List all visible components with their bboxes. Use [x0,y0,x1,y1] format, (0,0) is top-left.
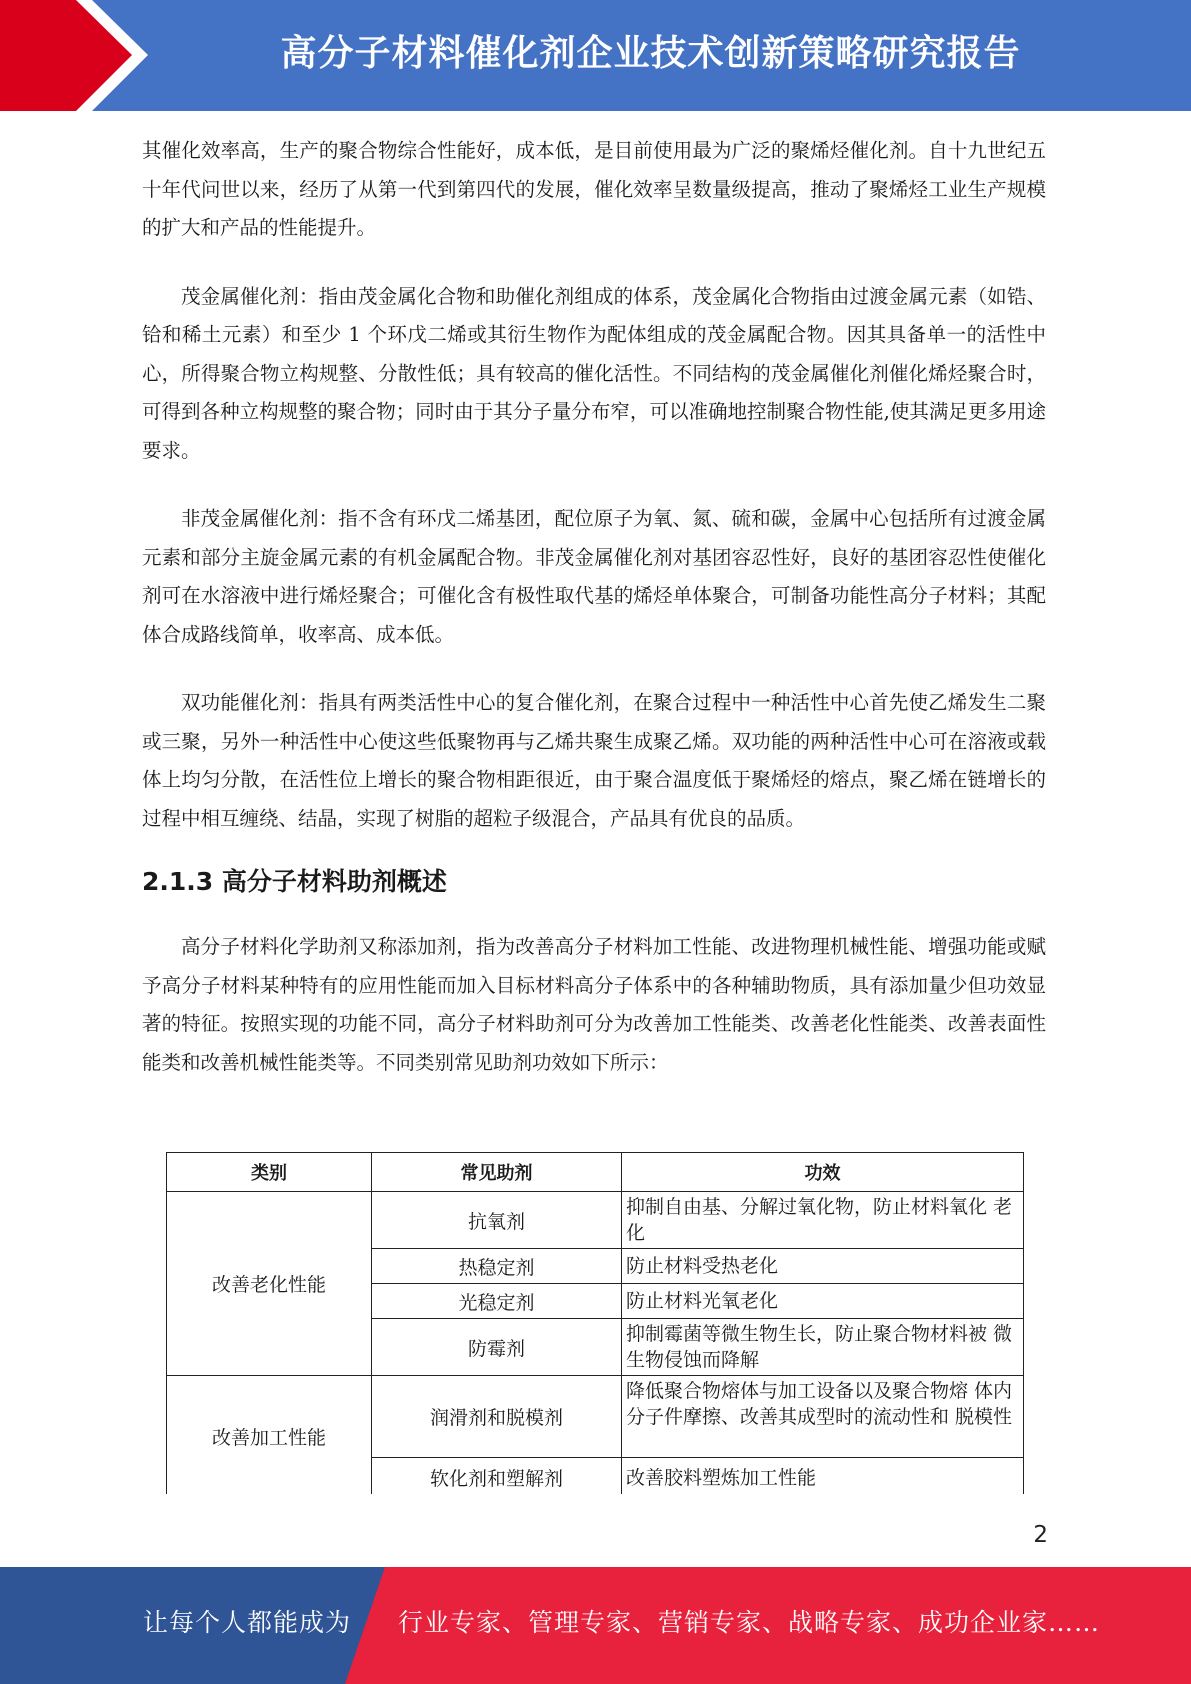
table-cell-effect: 抑制自由基、分解过氧化物，防止材料氧化 老化 [622,1192,1024,1249]
table-header-agent: 常见助剂 [372,1153,622,1192]
table-cell-agent: 抗氧剂 [372,1192,622,1249]
table-header-category: 类别 [167,1153,372,1192]
header-arrow-decoration [0,0,160,111]
page-footer [0,1567,1191,1684]
table-cell-agent: 防霉剂 [372,1319,622,1376]
paragraph-additives-overview: 高分子材料化学助剂又称添加剂，指为改善高分子材料加工性能、改进物理机械性能、增强功能或赋予高分子材料某种特有的应用性能而加入目标材料高分子体系中的各种辅助物质，具有添加量少但功效显著的特征。按照实现的功能不同，高分子材料助剂可分为改善加工性能类、改善老化性能类、改善表面性能类和改善机械性能类等。不同类别常见助剂功效如下所示： [142,935,1046,1074]
header-title: 高分子材料催化剂企业技术创新策略研究报告 [280,33,1021,74]
paragraph-ziegler-continuation: 其催化效率高，生产的聚合物综合性能好，成本低，是目前使用最为广泛的聚烯烃催化剂。自十九世纪五十年代问世以来，经历了从第一代到第四代的发展，催化效率呈数量级提高，推动了聚烯烃工业生产规模的扩大和产品的性能提升。 [142,139,1046,239]
table-cell-agent: 软化剂和塑解剂 [372,1458,622,1495]
page-number: 2 [1033,1522,1048,1548]
table-header-row [167,1153,1024,1192]
section-heading: 2.1.3 高分子材料助剂概述 [142,867,447,896]
table-cell-effect: 改善胶料塑炼加工性能 [622,1458,1024,1495]
table-cell-effect: 降低聚合物熔体与加工设备以及聚合物熔 体内分子件摩擦、改善其成型时的流动性和 脱模性 [622,1376,1024,1458]
document-body [142,132,1046,1082]
additives-table-container [166,1152,1024,1494]
paragraph-non-metallocene: 非茂金属催化剂：指不含有环戊二烯基团，配位原子为氧、氮、硫和碳，金属中心包括所有过渡金属元素和部分主旋金属元素的有机金属配合物。非茂金属催化剂对基团容忍性好，良好的基团容忍性使催化剂可在水溶液中进行烯烃聚合；可催化含有极性取代基的烯烃单体聚合，可制备功能性高分子材料；其配体合成路线简单，收率高、成本低。 [142,507,1046,646]
table-cell-category: 改善老化性能 [167,1192,372,1376]
additives-table [166,1152,1024,1494]
table-cell-effect: 防止材料光氧老化 [622,1284,1024,1319]
table-cell-effect: 抑制霉菌等微生物生长，防止聚合物材料被 微生物侵蚀而降解 [622,1319,1024,1376]
table-row [167,1376,1024,1458]
table-cell-effect: 防止材料受热老化 [622,1249,1024,1284]
table-cell-category: 改善加工性能 [167,1376,372,1495]
footer-slogan-left: 让每个人都能成为 [143,1608,352,1637]
paragraph-bifunctional: 双功能催化剂：指具有两类活性中心的复合催化剂，在聚合过程中一种活性中心首先使乙烯发生二聚或三聚，另外一种活性中心使这些低聚物再与乙烯共聚生成聚乙烯。双功能的两种活性中心可在溶液或载体上均匀分散，在活性位上增长的聚合物相距很近，由于聚合温度低于聚烯烃的熔点，聚乙烯在链增长的过程中相互缠绕、结晶，实现了树脂的超粒子级混合，产品具有优良的品质。 [142,691,1046,830]
table-cell-agent: 热稳定剂 [372,1249,622,1284]
table-cell-agent: 润滑剂和脱模剂 [372,1376,622,1458]
table-cell-agent: 光稳定剂 [372,1284,622,1319]
table-row [167,1192,1024,1249]
table-header-effect: 功效 [622,1153,1024,1192]
page-header [0,0,1191,111]
paragraph-metallocene: 茂金属催化剂：指由茂金属化合物和助催化剂组成的体系，茂金属化合物指由过渡金属元素（如锆、铪和稀土元素）和至少 1 个环戊二烯或其衍生物作为配体组成的茂金属配合物。因其具备单一的活性中心，所得聚合物立构规整、分散性低；具有较高的催化活性。不同结构的茂金属催化剂催化烯烃聚合时，可得到各种立构规整的聚合物；同时由于其分子量分布窄，可以准确地控制聚合物性能,使其满足更多用途要求。 [142,284,1046,462]
footer-slogan-right: 行业专家、管理专家、营销专家、战略专家、成功企业家…… [398,1608,1101,1637]
